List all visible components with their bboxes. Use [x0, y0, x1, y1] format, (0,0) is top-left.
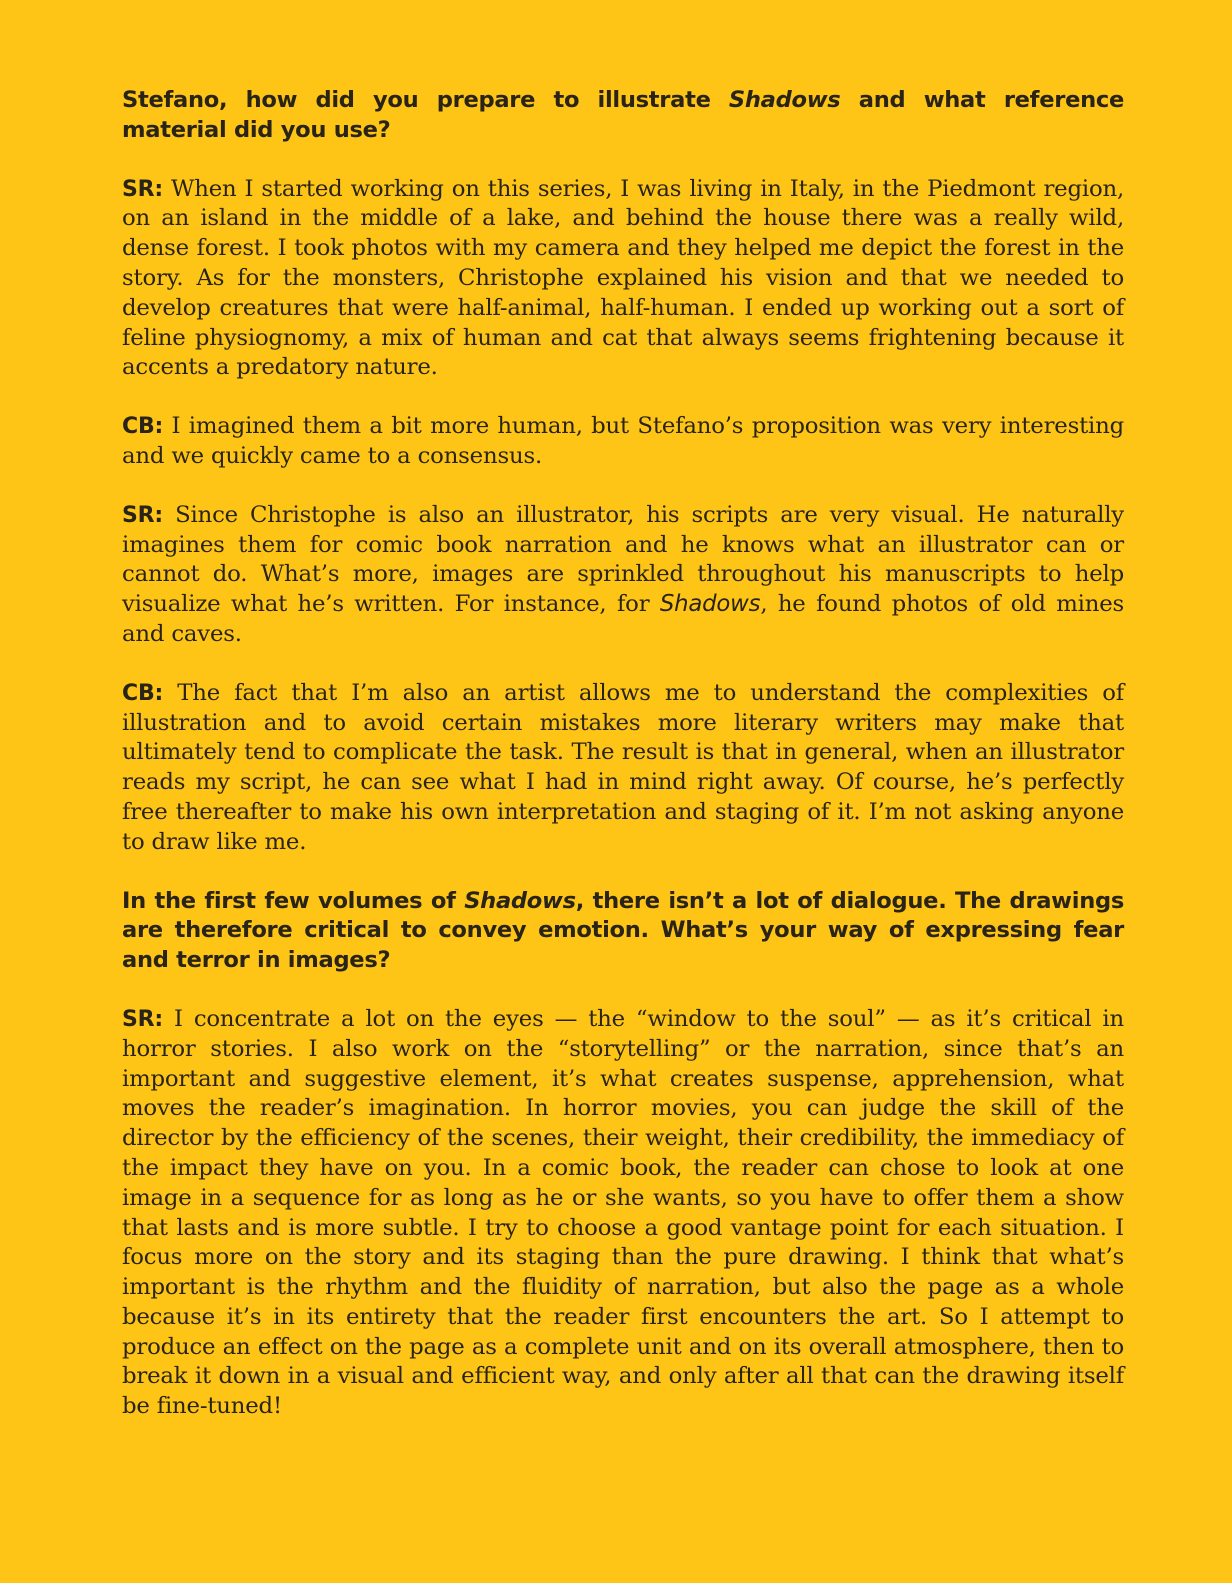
question-1 — [122, 86, 1124, 146]
book-title: Shadows — [464, 887, 576, 914]
question-2 — [122, 887, 1124, 976]
speaker-label: SR: — [122, 1006, 163, 1032]
speaker-label: SR: — [122, 502, 163, 528]
answer-4-text: The fact that I’m also an artist allows me to understand the complexities of illustration and to avoid certain mistakes more literary writers may make that ultimately tend to complicate the task. The result is that in general, when an illustrator reads my script, he can see what I had in mind right away. Of course, he’s perfectly free thereafter to make his own interpretation and staging of it. I’m not asking anyone to draw like me. — [122, 679, 1124, 855]
question-2-text-end: , there isn’t a lot of dialogue. The drawings are therefore critical to convey emotion. What’s your way of expressing fear and terror in images? — [122, 887, 1125, 974]
answer-1 — [122, 175, 1124, 384]
speaker-label: SR: — [122, 176, 163, 202]
answer-5 — [122, 1005, 1124, 1422]
book-title: Shadows — [659, 591, 761, 618]
answer-3-text-start: Since Christophe is also an illustrator, his scripts are very visual. He naturally imagines them for comic book narration and he knows what an illustrator can or cannot do. What’s more, images are sprinkled throughout his manuscripts to help visualize what he’s written. For instance, for — [122, 501, 1124, 618]
answer-5-text: I concentrate a lot on the eyes — the “window to the soul” — as it’s critical in horror stories. I also work on the “storytelling” or the narration, since that’s an important and suggestive element, it’s what creates suspense, apprehension, what moves the reader’s imagination. In horror movies, you can judge the skill of the director by the efficiency of the scenes, their weight, their credibility, the immediacy of the impact they have on you. In a comic book, the reader can chose to look at one image in a sequence for as long as he or she wants, so you have to offer them a show that lasts and is more subtle. I try to choose a good vantage point for each situation. I focus more on the story and its staging than the pure drawing. I think that what’s important is the rhythm and the fluidity of narration, but also the page as a whole because it’s in its entirety that the reader first encounters the art. So I attempt to produce an effect on the page as a complete unit and on its overall atmosphere, then to break it down in a visual and efficient way, and only after all that can the drawing itself be fine-tuned! — [122, 1005, 1124, 1420]
answer-2-text: I imagined them a bit more human, but Stefano’s proposition was very interesting and we quickly came to a consensus. — [122, 413, 1124, 469]
book-title: Shadows — [728, 87, 841, 113]
answer-3-text-end: , he found photos of old mines and caves. — [122, 591, 1124, 647]
answer-3 — [122, 501, 1124, 650]
answer-4 — [122, 679, 1124, 858]
answer-1-text: When I started working on this series, I was living in Italy, in the Piedmont region, on an island in the middle of a lake, and behind the house there was a really wild, dense forest. I took photos with my camera and they helped me depict the forest in the story. As for the monsters, Christophe explained his vision and that we needed to develop creatures that were half-animal, half-human. I ended up working out a sort of feline physiognomy, a mix of human and cat that always seems frightening because it accents a predatory nature. — [122, 175, 1124, 381]
answer-2 — [122, 412, 1124, 472]
question-2-text-start: In the first few volumes of — [122, 887, 465, 914]
interview-page — [122, 86, 1124, 1451]
speaker-label: CB: — [122, 414, 164, 440]
question-1-text-start: Stefano, how did you prepare to illustrate — [122, 87, 729, 113]
speaker-label: CB: — [122, 680, 164, 706]
question-1-text-end: and what reference material did you use? — [122, 87, 1125, 143]
